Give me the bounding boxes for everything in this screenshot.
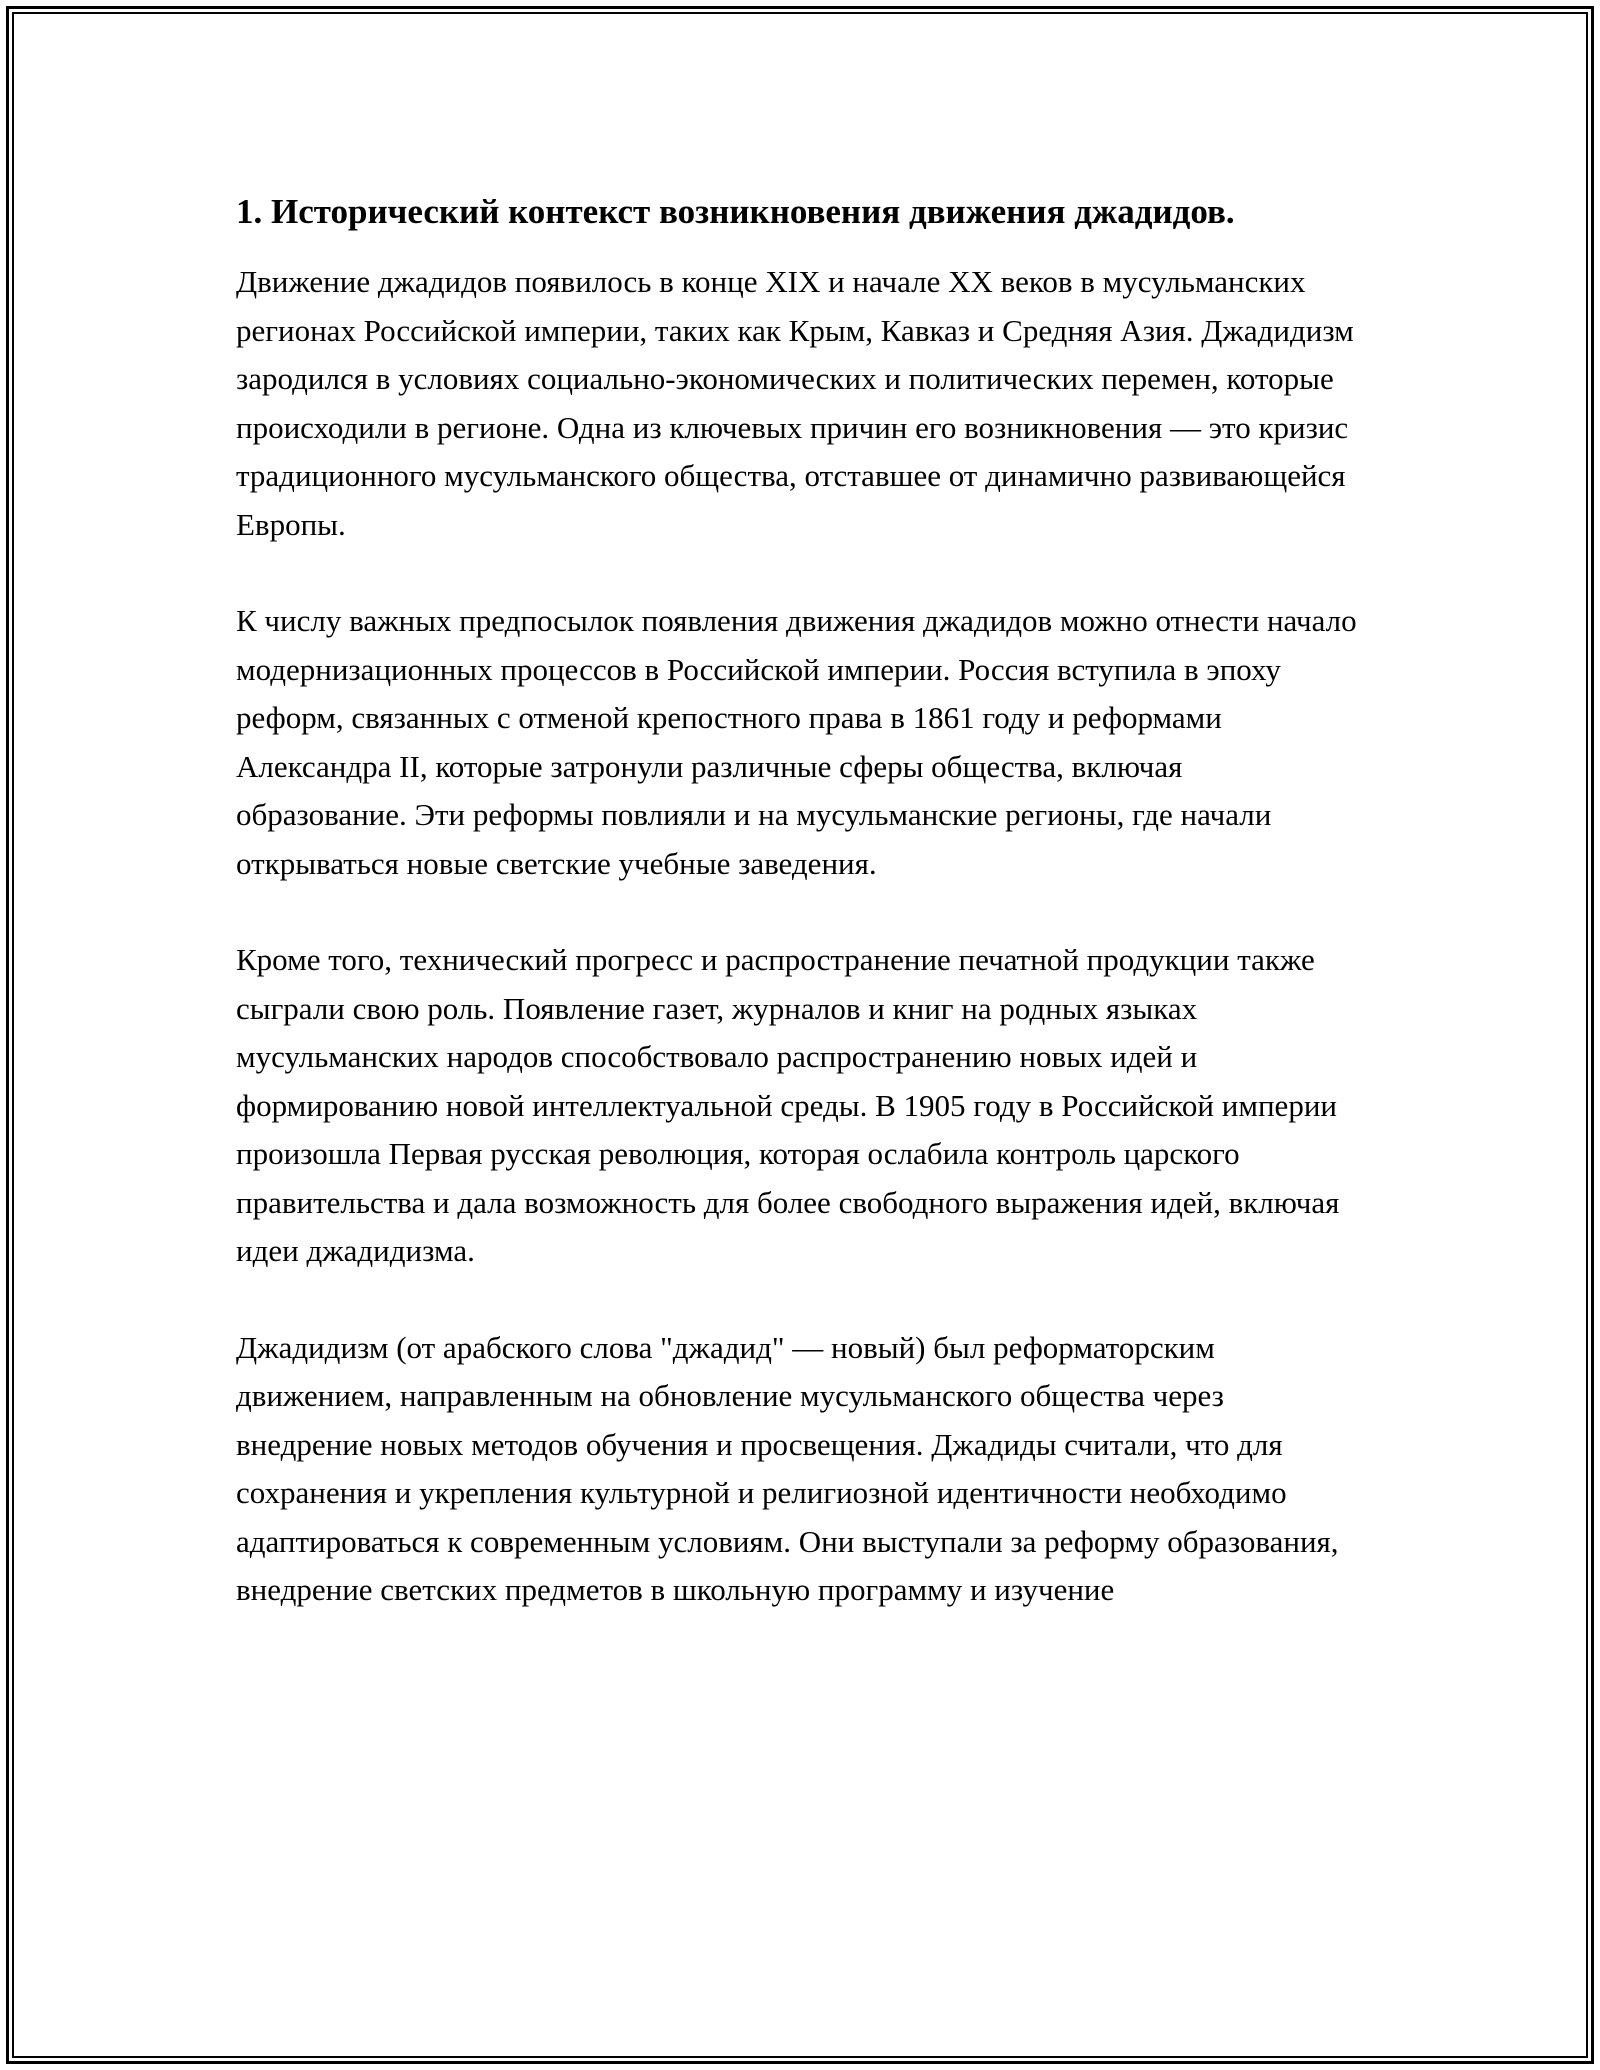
paragraph-2: К числу важных предпосылок появления движения джадидов можно отнести начало модернизационных процессов в Российской империи. Россия вступила в эпоху реформ, связанных с отменой крепостного права в 1861 году и реформами Александра II, которые затронули различные сферы общества, включая образование. Эти реформы повлияли и на мусульманские регионы, где начали открываться новые светские учебные заведения. [236,603,1357,881]
paragraph-3: Кроме того, технический прогресс и распространение печатной продукции также сыграли свою роль. Появление газет, журналов и книг на родных языках мусульманских народов способствовало распространению новых идей и формированию новой интеллектуальной среды. В 1905 году в Российской империи произошла Первая русская революция, которая ослабила контроль царского правительства и дала возможность для более свободного выражения идей, включая идеи джадидизма. [236,942,1340,1268]
paragraph-4: Джадидизм (от арабского слова "джадид" — новый) был реформаторским движением, направленным на обновление мусульманского общества через внедрение новых методов обучения и просвещения. Джадиды считали, что для сохранения и укрепления культурной и религиозной идентичности необходимо адаптироваться к современным условиям. Они выступали за реформу образования, внедрение светских предметов в школьную программу и изучение [236,1329,1339,1607]
section-heading: 1. Исторический контекст возникновения движения джадидов. [236,192,1235,231]
document-body [236,188,1360,1615]
paragraph-1: Движение джадидов появилось в конце XIX и начале XX веков в мусульманских регионах Российской империи, таких как Крым, Кавказ и Средняя Азия. Джадидизм зародился в условиях социально-экономических и политических перемен, которые происходили в регионе. Одна из ключевых причин его возникновения — это кризис традиционного мусульманского общества, отставшее от динамично развивающейся Европы. [236,264,1354,542]
